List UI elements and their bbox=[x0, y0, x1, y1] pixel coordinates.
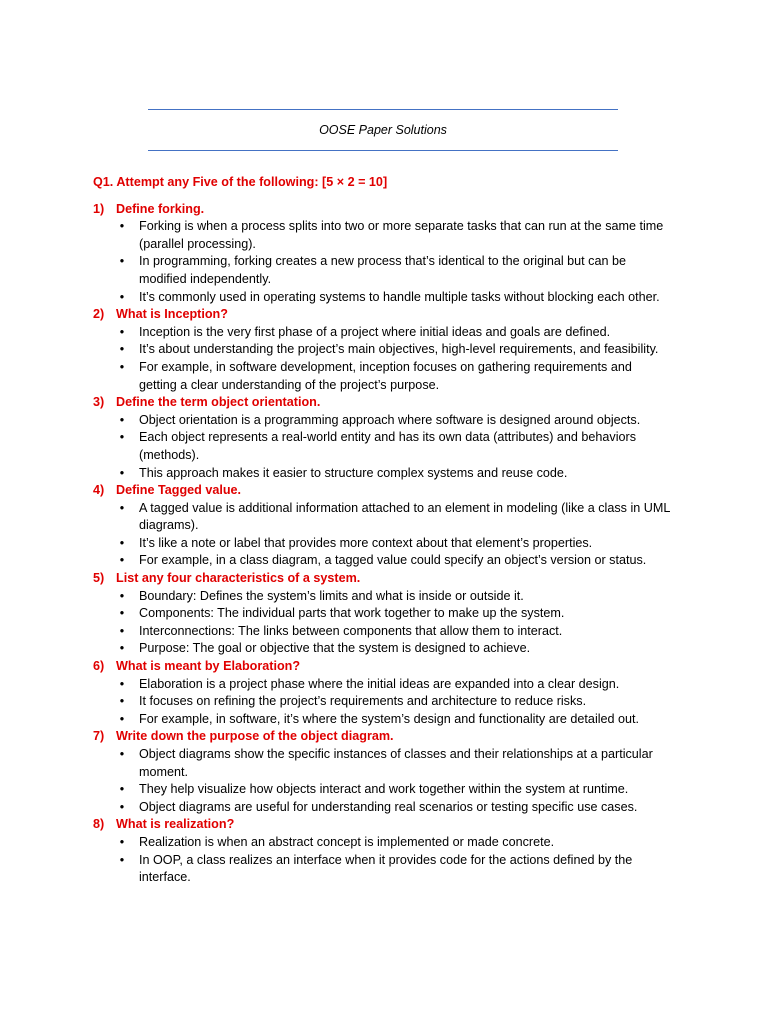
answer-text: A tagged value is additional information attached to an element in modeling (like a class in UML diagrams). bbox=[139, 500, 670, 533]
bullet-icon: • bbox=[119, 747, 125, 761]
question-item bbox=[93, 394, 673, 482]
question-text: What is Inception? bbox=[116, 307, 228, 322]
question-text: What is meant by Elaboration? bbox=[116, 659, 301, 674]
bullet-icon: • bbox=[119, 852, 125, 867]
title-bottom-rule bbox=[148, 150, 618, 151]
question-text: What is realization? bbox=[116, 817, 235, 832]
answer-bullet bbox=[93, 253, 673, 288]
answer-bullet bbox=[93, 324, 673, 342]
bullet-icon: • bbox=[119, 430, 125, 445]
question-item bbox=[93, 816, 673, 886]
answer-bullet bbox=[93, 676, 673, 694]
bullet-icon: • bbox=[119, 289, 125, 304]
bullet-icon: • bbox=[119, 412, 125, 427]
answer-bullet-list bbox=[93, 746, 673, 816]
answer-bullet bbox=[93, 746, 673, 781]
question-number: 1) bbox=[93, 201, 105, 216]
bullet-icon: • bbox=[119, 324, 125, 339]
answer-bullet-list bbox=[93, 676, 673, 729]
answer-text: They help visualize how objects interact and work together within the system at runtime. bbox=[139, 782, 629, 797]
answer-text: It’s commonly used in operating systems to handle multiple tasks without blocking each other. bbox=[139, 289, 660, 304]
question-item bbox=[93, 482, 673, 570]
question-number: 4) bbox=[93, 483, 105, 498]
bullet-icon: • bbox=[119, 834, 125, 849]
answer-bullet-list bbox=[93, 218, 673, 306]
question-text: Write down the purpose of the object diagram. bbox=[116, 729, 394, 744]
bullet-icon: • bbox=[119, 342, 125, 357]
bullet-icon: • bbox=[119, 465, 125, 480]
answer-text: It’s about understanding the project’s main objectives, high-level requirements, and feasibility. bbox=[139, 342, 659, 357]
question-item bbox=[93, 658, 673, 728]
question-title bbox=[93, 306, 673, 324]
bullet-icon: • bbox=[119, 711, 125, 726]
bullet-icon: • bbox=[119, 254, 125, 269]
answer-bullet bbox=[93, 359, 673, 394]
bullet-icon: • bbox=[119, 553, 125, 568]
question-title bbox=[93, 816, 673, 834]
answer-bullet bbox=[93, 711, 673, 729]
question-text: Define Tagged value. bbox=[116, 483, 242, 498]
answer-text: This approach makes it easier to structure complex systems and reuse code. bbox=[139, 465, 568, 480]
answer-bullet bbox=[93, 640, 673, 658]
answer-bullet-list bbox=[93, 834, 673, 887]
answer-bullet bbox=[93, 623, 673, 641]
bullet-icon: • bbox=[119, 799, 125, 814]
answer-bullet bbox=[93, 834, 673, 852]
answer-bullet bbox=[93, 852, 673, 887]
answer-bullet bbox=[93, 289, 673, 307]
answer-text: In programming, forking creates a new process that’s identical to the original but can be modified independently. bbox=[139, 254, 626, 286]
question-title bbox=[93, 482, 673, 500]
answer-text: Object diagrams show the specific instances of classes and their relationships at a particular moment. bbox=[139, 747, 653, 779]
answer-text: For example, in software, it’s where the system’s design and functionality are detailed out. bbox=[139, 711, 640, 726]
bullet-icon: • bbox=[119, 219, 125, 234]
question-title bbox=[93, 728, 673, 746]
answer-text: Boundary: Defines the system’s limits and what is inside or outside it. bbox=[139, 588, 524, 603]
question-item bbox=[93, 306, 673, 394]
answer-bullet bbox=[93, 429, 673, 464]
answer-text: Each object represents a real-world entity and has its own data (attributes) and behaviors (methods). bbox=[139, 430, 637, 462]
answer-text: Object orientation is a programming approach where software is designed around objects. bbox=[139, 412, 641, 427]
answer-bullet bbox=[93, 693, 673, 711]
answer-bullet bbox=[93, 781, 673, 799]
question-number: 2) bbox=[93, 307, 105, 322]
answer-bullet bbox=[93, 218, 673, 253]
question-text: Define the term object orientation. bbox=[116, 395, 321, 410]
answer-bullet bbox=[93, 535, 673, 553]
question-number: 5) bbox=[93, 571, 105, 586]
answer-bullet bbox=[93, 552, 673, 570]
question-title bbox=[93, 394, 673, 412]
answer-bullet-list bbox=[93, 588, 673, 658]
title-top-rule bbox=[148, 109, 618, 110]
answer-text: For example, in a class diagram, a tagged value could specify an object’s version or status. bbox=[139, 553, 647, 568]
bullet-icon: • bbox=[119, 676, 125, 691]
question-number: 7) bbox=[93, 729, 105, 744]
answer-bullet bbox=[93, 341, 673, 359]
bullet-icon: • bbox=[119, 500, 125, 515]
answer-text: Interconnections: The links between components that allow them to interact. bbox=[139, 623, 563, 638]
answer-text: Components: The individual parts that work together to make up the system. bbox=[139, 606, 565, 621]
answer-bullet-list bbox=[93, 324, 673, 394]
question-title bbox=[93, 570, 673, 588]
question-item bbox=[93, 201, 673, 307]
answer-bullet bbox=[93, 605, 673, 623]
question-list bbox=[93, 201, 673, 887]
bullet-icon: • bbox=[119, 588, 125, 603]
document-title: OOSE Paper Solutions bbox=[319, 123, 447, 137]
bullet-icon: • bbox=[119, 535, 125, 550]
answer-text: Elaboration is a project phase where the initial ideas are expanded into a clear design. bbox=[139, 676, 620, 691]
answer-text: Realization is when an abstract concept is implemented or made concrete. bbox=[139, 834, 555, 849]
answer-text: Inception is the very first phase of a project where initial ideas and goals are defined. bbox=[139, 324, 611, 339]
answer-bullet bbox=[93, 465, 673, 483]
answer-text: Purpose: The goal or objective that the system is designed to achieve. bbox=[139, 641, 531, 656]
answer-bullet bbox=[93, 412, 673, 430]
question-title bbox=[93, 201, 673, 219]
question-text: List any four characteristics of a system. bbox=[116, 571, 361, 586]
question-title bbox=[93, 658, 673, 676]
bullet-icon: • bbox=[119, 641, 125, 656]
answer-bullet bbox=[93, 588, 673, 606]
answer-bullet-list bbox=[93, 500, 673, 570]
question-item bbox=[93, 728, 673, 816]
document-body bbox=[93, 174, 673, 887]
bullet-icon: • bbox=[119, 782, 125, 797]
question-text: Define forking. bbox=[116, 201, 205, 216]
bullet-icon: • bbox=[119, 359, 125, 374]
question-item bbox=[93, 570, 673, 658]
answer-text: Object diagrams are useful for understanding real scenarios or testing specific use cases. bbox=[139, 799, 638, 814]
question-number: 8) bbox=[93, 817, 105, 832]
bullet-icon: • bbox=[119, 694, 125, 709]
question-number: 6) bbox=[93, 659, 105, 674]
answer-text: In OOP, a class realizes an interface when it provides code for the actions defined by the interface. bbox=[139, 852, 633, 885]
answer-text: It focuses on refining the project’s requirements and architecture to reduce risks. bbox=[139, 694, 587, 709]
answer-text: It’s like a note or label that provides more context about that element’s properties. bbox=[139, 535, 593, 550]
bullet-icon: • bbox=[119, 623, 125, 638]
answer-text: Forking is when a process splits into two or more separate tasks that can run at the same time (parallel processing). bbox=[139, 219, 664, 251]
answer-bullet bbox=[93, 500, 673, 535]
answer-text: For example, in software development, inception focuses on gathering requirements and getting a clear understanding of the project’s purpose. bbox=[139, 359, 632, 392]
answer-bullet bbox=[93, 799, 673, 817]
answer-bullet-list bbox=[93, 412, 673, 482]
bullet-icon: • bbox=[119, 606, 125, 621]
question-number: 3) bbox=[93, 395, 105, 410]
section-heading: Q1. Attempt any Five of the following: [5 × 2 = 10] bbox=[93, 175, 388, 189]
